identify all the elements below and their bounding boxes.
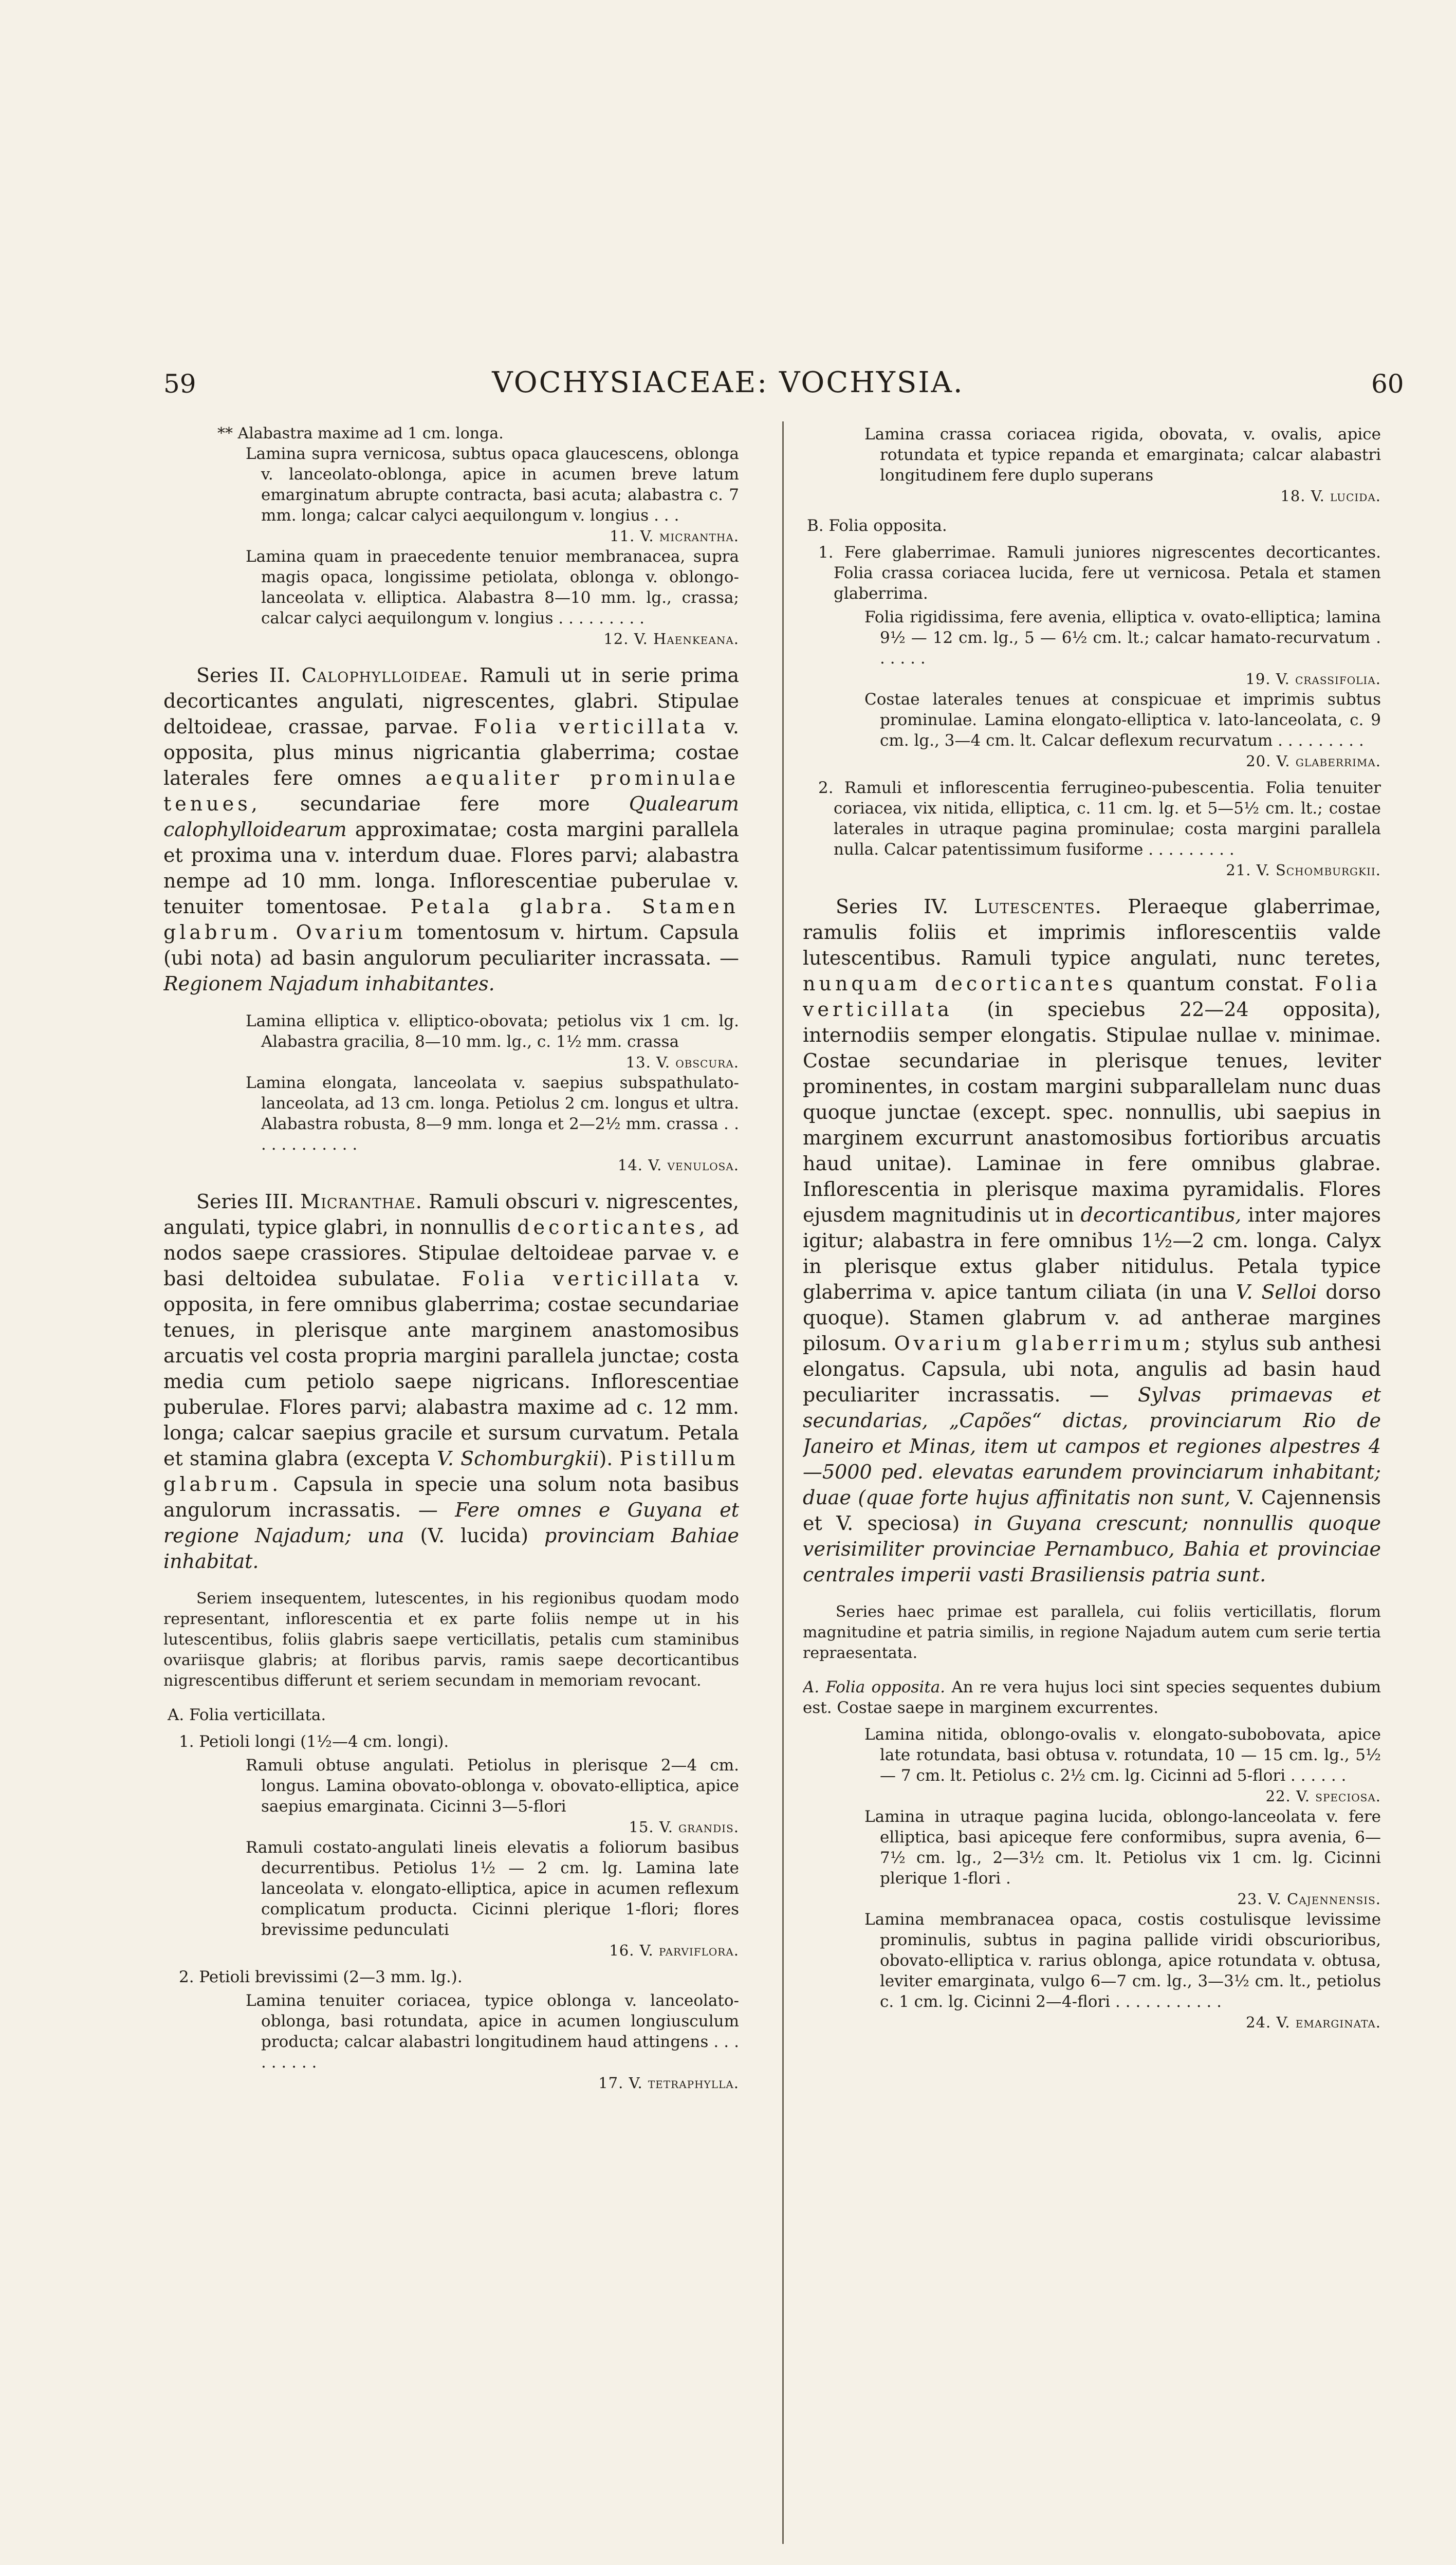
page-number-left: 59 <box>163 369 196 399</box>
species-ref-23: 23. V. Cajennensis. <box>1237 1890 1381 1908</box>
series-2-paragraph: Series II. Calophylloideae. Ramuli ut in serie prima decorticantes angulati, nigrescentes, glabri. Stipulae deltoideae, crassae, parvae. Folia verticillata v. opposita, plus minus nigricantia glaberrima; costae laterales fere omnes aequaliter prominulae tenues, secundariae fere more Qualearum calophylloidearum approximatae; costa margini parallela et proxima una v. interdum duae. Flores parvi; alabastra nempe ad 10 mm. longa. Inflorescentiae puberulae v. tenuiter tomentosae. Petala glabra. Stamen glabrum. Ovarium tomentosum v. hirtum. Capsula (ubi nota) ad basin angulorum peculiariter incrassata. — Regionem Najadum inhabitantes. <box>163 664 739 995</box>
series-3-heading: Series III. <box>196 1190 294 1213</box>
key-entry-15: Ramuli obtuse angulati. Petiolus in plerisque 2—4 cm. longus. Lamina obovato-oblonga v. obovato-elliptica, apice saepius emarginata. Cicinni 3—5-flori 15. V. grandis. <box>163 1755 739 1837</box>
page-number-right: 60 <box>1371 369 1404 399</box>
key-entry-12: Lamina quam in praecedente tenuior membranacea, supra magis opaca, longissime petiolata, oblonga v. oblongo-lanceolata v. elliptica. Alabastra 8—10 mm. lg., crassa; calcar calyci aequilongum v. longius . . . . . . . . . 12. V. Haenkeana. <box>163 546 739 649</box>
species-ref-17: 17. V. tetraphylla. <box>598 2074 739 2092</box>
species-ref-13: 13. V. obscura. <box>625 1054 739 1071</box>
series-4-heading: Series IV. <box>836 895 949 918</box>
species-ref-11: 11. V. micrantha. <box>610 527 739 545</box>
page-header <box>0 0 1456 421</box>
species-ref-20: 20. V. glaberrima. <box>1246 752 1381 770</box>
key-heading-large-buds: ** Alabastra maxime ad 1 cm. longa. <box>217 425 504 442</box>
key-heading-B1: 1. Fere glaberrimae. Ramuli juniores nigrescentes decorticantes. Folia crassa coriacea lucida, fere ut vernicosa. Petala et stamen glaberrima. <box>818 543 1381 603</box>
key-entry-14: Lamina elongata, lanceolata v. saepius subspathulato-lanceolata, ad 13 cm. longa. Petiolus 2 cm. longus et ultra. Alabastra robusta, 8—9 mm. longa et 2—2½ mm. crassa . . . . . . . . . . . . 14. V. venulosa. <box>163 1073 739 1175</box>
key-entry-17: Lamina tenuiter coriacea, typice oblonga v. lanceolato-oblonga, basi rotundata, apice in acumen longiusculum producta; calcar alabastri longitudinem haud attingens . . . . . . . . . 17. V. tetraphylla. <box>163 1990 739 2093</box>
left-column <box>163 424 739 2505</box>
species-ref-18: 18. V. lucida. <box>1280 487 1381 505</box>
series-3-name: Micranthae. <box>300 1190 422 1213</box>
species-ref-21: 21. V. Schomburgkii. <box>1226 861 1381 879</box>
series-4-name: Lutescentes. <box>974 895 1102 918</box>
right-column <box>803 424 1381 2505</box>
series-4-paragraph: Series IV. Lutescentes. Pleraeque glaberrimae, ramulis foliis et imprimis inflorescentiis valde lutescentibus. Ramuli typice angulati, nunc teretes, nunquam decorticantes quantum constat. Folia verticillata (in speciebus 22—24 opposita), internodiis semper elongatis. Stipulae nullae v. minimae. Costae secundariae in plerisque tenues, leviter prominentes, in costam margini subparallelam nunc duas quoque junctae (except. spec. nonnullis, ubi saepius in marginem excurrunt anastomosibus fortioribus arcuatis haud unitae). Laminae in fere omnibus glabrae. Inflorescentia in plerisque maxima pyramidalis. Flores ejusdem magnitudinis ut in decorticantibus, inter majores igitur; alabastra in fere omnibus 1½—2 cm. longa. Calyx in plerisque extus glaber nitidulus. Petala typice glaberrima v. apice tantum ciliata (in una V. Selloi dorso quoque). Stamen glabrum v. ad antherae margines pilosum. Ovarium glaberrimum; stylus sub anthesi elongatus. Capsula, ubi nota, angulis ad basin haud peculiariter incrassatis. — Sylvas primaevas et secundarias, „Capões“ dictas, provinciarum Rio de Janeiro et Minas, item ut campos et regiones alpestres 4—5000 ped. elevatas earundem provinciarum inhabitant; duae (quae forte hujus affinitatis non sunt, V. Cajennensis et V. speciosa) in Guyana crescunt; nonnullis quoque verisimiliter provinciae Pernambuco, Bahia et provinciae centrales imperii vasti Brasiliensis patria sunt. <box>803 895 1381 1586</box>
species-ref-24: 24. V. emarginata. <box>1246 2014 1381 2031</box>
running-title: VOCHYSIACEAE: VOCHYSIA. <box>492 366 964 399</box>
series-2-name: Calophylloideae. <box>301 664 469 687</box>
note-paragraph-2: Series haec primae est parallela, cui foliis verticillatis, florum magnitudine et patria similis, in regione Najadum autem cum serie tertia repraesentata. <box>803 1603 1381 1662</box>
key-entry-23: Lamina in utraque pagina lucida, oblongo-lanceolata v. fere elliptica, basi apiceque fere conformibus, supra avenia, 6—7½ cm. lg., 2—3½ cm. lt. Petiolus vix 1 cm. lg. Cicinni plerique 1-flori . 23. V. Cajennensis. <box>803 1806 1381 1909</box>
key-heading-A-opposita: A. Folia opposita. An re vera hujus loci sint species sequentes dubium est. Costae saepe in marginem excurrentes. <box>803 1678 1381 1717</box>
species-ref-12: 12. V. Haenkeana. <box>603 630 739 648</box>
key-heading-A: A. Folia verticillata. <box>168 1706 326 1724</box>
species-ref-15: 15. V. grandis. <box>629 1818 739 1836</box>
key-heading-B: B. Folia opposita. <box>807 516 947 535</box>
key-entry-20: Costae laterales tenues at conspicuae et imprimis subtus prominulae. Lamina elongato-elliptica v. lato-lanceolata, c. 9 cm. lg., 3—4 cm. lt. Calcar deflexum recurvatum . . . . . . . . . 20. V. glaberrima. <box>803 689 1381 771</box>
key-entry-18: Lamina crassa coriacea rigida, obovata, v. ovalis, apice rotundata et typice repanda et emarginata; calcar alabastri longitudinem fere duplo superans 18. V. lucida. <box>803 424 1381 506</box>
key-heading-B2: 2. Ramuli et inflorescentia ferrugineo-pubescentia. Folia tenuiter coriacea, vix nitida, elliptica, c. 11 cm. lg. et 5—5½ cm. lt.; costae laterales in utraque pagina prominulae; costa margini parallela nulla. Calcar patentissimum fusiforme . . . . . . . . . 21. V. Schomburgkii. <box>803 778 1381 880</box>
key-entry-24: Lamina membranacea opaca, costis costulisque levissime prominulis, subtus in pagina pallide viridi obscurioribus, obovato-elliptica v. rarius oblonga, apice rotundata v. obtusa, leviter emarginata, vulgo 6—7 cm. lg., 3—3½ cm. lt., petiolus c. 1 cm. lg. Cicinni 2—4-flori . . . . . . . . . . . 24. V. emarginata. <box>803 1909 1381 2033</box>
species-ref-16: 16. V. parviflora. <box>609 1942 739 1959</box>
key-entry-16: Ramuli costato-angulati lineis elevatis a foliorum basibus decurrentibus. Petiolus 1½ — 2 cm. lg. Lamina late lanceolata v. elongato-elliptica, apice in acumen reflexum complicatum producta. Cicinni plerique 1-flori; flores brevissime pedunculati 16. V. parviflora. <box>163 1837 739 1961</box>
series-3-paragraph: Series III. Micranthae. Ramuli obscuri v. nigrescentes, angulati, typice glabri, in nonnullis decorticantes, ad nodos saepe crassiores. Stipulae deltoideae parvae v. e basi deltoidea subulatae. Folia verticillata v. opposita, in fere omnibus glaberrima; costae secundariae tenues, in plerisque ante marginem anastomosibus arcuatis vel costa propria margini parallela junctae; costa media cum petiolo saepe nigricans. Inflorescentiae puberulae. Flores parvi; alabastra maxime ad c. 12 mm. longa; calcar saepius gracile et sursum curvatum. Petala et stamina glabra (excepta V. Schomburgkii). Pistillum glabrum. Capsula in specie una solum nota basibus angulorum incrassatis. — Fere omnes e Guyana et regione Najadum; una (V. lucida) provinciam Bahiae inhabitat. <box>163 1190 739 1573</box>
series-2-heading: Series II. <box>196 664 291 687</box>
column-divider <box>782 421 784 2544</box>
species-ref-19: 19. V. crassifolia. <box>1245 670 1381 688</box>
key-entry-11: Lamina supra vernicosa, subtus opaca glaucescens, oblonga v. lanceolato-oblonga, apice in acumen breve latum emarginatum abrupte contracta, basi acuta; alabastra c. 7 mm. longa; calcar calyci aequilongum v. longius . . . 11. V. micrantha. <box>163 444 739 546</box>
note-paragraph-1: Seriem insequentem, lutescentes, in his regionibus quodam modo representant, inflorescentia et ex parte foliis nempe ut in his lutescentibus, foliis glabris saepe verticillatis, petalis cum staminibus ovariisque glabris; at floribus parvis, ramis saepe decorticantibus nigrescentibus differunt et seriem secundam in memoriam revocant. <box>163 1590 739 1690</box>
species-ref-14: 14. V. venulosa. <box>617 1156 739 1174</box>
key-heading-1: 1. Petioli longi (1½—4 cm. longi). <box>179 1732 449 1751</box>
key-entry-22: Lamina nitida, oblongo-ovalis v. elongato-subobovata, apice late rotundata, basi obtusa v. rotundata, 10 — 15 cm. lg., 5½ — 7 cm. lt. Petiolus c. 2½ cm. lg. Cicinni ad 5-flori . . . . . . 22. V. speciosa. <box>803 1724 1381 1806</box>
species-ref-22: 22. V. speciosa. <box>1265 1787 1381 1805</box>
key-entry-19: Folia rigidissima, fere avenia, elliptica v. ovato-elliptica; lamina 9½ — 12 cm. lg., 5 — 6½ cm. lt.; calcar hamato-recurvatum . . . . . . 19. V. crassifolia. <box>803 607 1381 689</box>
key-heading-2: 2. Petioli brevissimi (2—3 mm. lg.). <box>179 1968 463 1986</box>
key-entry-13: Lamina elliptica v. elliptico-obovata; petiolus vix 1 cm. lg. Alabastra gracilia, 8—10 mm. lg., c. 1½ mm. crassa 13. V. obscura. <box>163 1011 739 1073</box>
